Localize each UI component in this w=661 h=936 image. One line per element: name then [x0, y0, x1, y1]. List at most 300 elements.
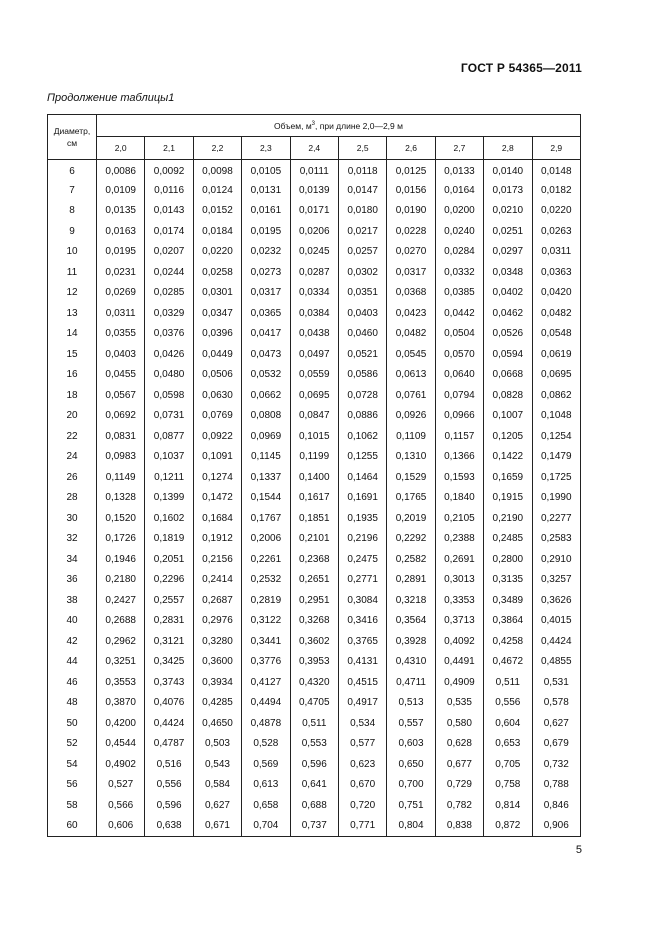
- volume-cell: 0,751: [387, 795, 435, 816]
- volume-cell: 0,1015: [290, 426, 338, 447]
- volume-cell: 0,658: [242, 795, 290, 816]
- volume-cell: 0,0363: [532, 262, 580, 283]
- volume-cell: 0,737: [290, 816, 338, 837]
- volume-cell: 0,0270: [387, 242, 435, 263]
- table-row: [48, 672, 581, 693]
- volume-cell: 0,0983: [97, 447, 145, 468]
- diameter-cell: 36: [48, 570, 97, 591]
- volume-cell: 0,0695: [290, 385, 338, 406]
- volume-cell: 0,3268: [290, 611, 338, 632]
- volume-cell: 0,534: [338, 713, 386, 734]
- length-header: 2,6: [387, 137, 435, 160]
- table-row: [48, 426, 581, 447]
- volume-cell: 0,0969: [242, 426, 290, 447]
- volume-cell: 0,1946: [97, 549, 145, 570]
- volume-cell: 0,0473: [242, 344, 290, 365]
- volume-cell: 0,906: [532, 816, 580, 837]
- diameter-cell: 8: [48, 201, 97, 222]
- volume-cell: 0,0640: [435, 365, 483, 386]
- volume-cell: 0,0131: [242, 180, 290, 201]
- volume-cell: 0,0922: [193, 426, 241, 447]
- volume-cell: 0,0140: [484, 160, 532, 181]
- table-row: [48, 447, 581, 468]
- table-row: [48, 385, 581, 406]
- volume-cell: 0,4515: [338, 672, 386, 693]
- volume-cell: 0,638: [145, 816, 193, 837]
- volume-cell: 0,2101: [290, 529, 338, 550]
- volume-cell: 0,650: [387, 754, 435, 775]
- table-row: [48, 508, 581, 529]
- volume-cell: 0,804: [387, 816, 435, 837]
- volume-cell: 0,782: [435, 795, 483, 816]
- volume-cell: 0,0269: [97, 283, 145, 304]
- volume-cell: 0,596: [290, 754, 338, 775]
- volume-cell: 0,584: [193, 775, 241, 796]
- volume-cell: 0,0567: [97, 385, 145, 406]
- table-row: [48, 570, 581, 591]
- volume-cell: 0,0244: [145, 262, 193, 283]
- volume-cell: 0,580: [435, 713, 483, 734]
- volume-cell: 0,1400: [290, 467, 338, 488]
- volume-cell: 0,1602: [145, 508, 193, 529]
- diameter-cell: 32: [48, 529, 97, 550]
- volume-cell: 0,0217: [338, 221, 386, 242]
- volume-cell: 0,1529: [387, 467, 435, 488]
- table-row: [48, 467, 581, 488]
- volume-cell: 0,0966: [435, 406, 483, 427]
- volume-cell: 0,557: [387, 713, 435, 734]
- volume-cell: 0,0182: [532, 180, 580, 201]
- volume-cell: 0,0384: [290, 303, 338, 324]
- volume-cell: 0,1274: [193, 467, 241, 488]
- volume-cell: 0,623: [338, 754, 386, 775]
- table-row: [48, 795, 581, 816]
- table-row: [48, 611, 581, 632]
- volume-cell: 0,4787: [145, 734, 193, 755]
- diameter-cell: 14: [48, 324, 97, 345]
- volume-cell: 0,2388: [435, 529, 483, 550]
- volume-cell: 0,0220: [193, 242, 241, 263]
- volume-cell: 0,1254: [532, 426, 580, 447]
- volume-cell: 0,0728: [338, 385, 386, 406]
- volume-cell: 0,0695: [532, 365, 580, 386]
- volume-cell: 0,0630: [193, 385, 241, 406]
- volume-cell: 0,0403: [338, 303, 386, 324]
- volume-cell: 0,0118: [338, 160, 386, 181]
- volume-cell: 0,1726: [97, 529, 145, 550]
- volume-cell: 0,0385: [435, 283, 483, 304]
- volume-cell: 0,3251: [97, 652, 145, 673]
- table-row: [48, 406, 581, 427]
- volume-cell: 0,1007: [484, 406, 532, 427]
- volume-cell: 0,0251: [484, 221, 532, 242]
- volume-cell: 0,0460: [338, 324, 386, 345]
- volume-cell: 0,0808: [242, 406, 290, 427]
- length-header: 2,5: [338, 137, 386, 160]
- volume-cell: 0,4258: [484, 631, 532, 652]
- diameter-cell: 11: [48, 262, 97, 283]
- volume-cell: 0,0368: [387, 283, 435, 304]
- volume-cell: 0,0586: [338, 365, 386, 386]
- volume-cell: 0,0135: [97, 201, 145, 222]
- volume-cell: 0,3353: [435, 590, 483, 611]
- volume-cell: 0,4494: [242, 693, 290, 714]
- table-row: [48, 344, 581, 365]
- volume-cell: 0,670: [338, 775, 386, 796]
- volume-cell: 0,2962: [97, 631, 145, 652]
- volume-cell: 0,4131: [338, 652, 386, 673]
- volume-cell: 0,0417: [242, 324, 290, 345]
- volume-cell: 0,0862: [532, 385, 580, 406]
- volume-cell: 0,0287: [290, 262, 338, 283]
- volume-cell: 0,0355: [97, 324, 145, 345]
- volume-cell: 0,679: [532, 734, 580, 755]
- volume-cell: 0,0109: [97, 180, 145, 201]
- volume-cell: 0,0731: [145, 406, 193, 427]
- volume-cell: 0,0598: [145, 385, 193, 406]
- volume-cell: 0,516: [145, 754, 193, 775]
- volume-cell: 0,0497: [290, 344, 338, 365]
- volume-cell: 0,1310: [387, 447, 435, 468]
- volume-header-sup: 3: [311, 120, 316, 127]
- table-row: [48, 549, 581, 570]
- volume-cell: 0,511: [290, 713, 338, 734]
- volume-cell: 0,0301: [193, 283, 241, 304]
- diameter-cell: 54: [48, 754, 97, 775]
- volume-cell: 0,688: [290, 795, 338, 816]
- volume-cell: 0,729: [435, 775, 483, 796]
- volume-cell: 0,0161: [242, 201, 290, 222]
- standard-code: ГОСТ Р 54365—2011: [460, 61, 582, 75]
- volume-cell: 0,3602: [290, 631, 338, 652]
- table-row: [48, 262, 581, 283]
- diameter-cell: 22: [48, 426, 97, 447]
- volume-cell: 0,3135: [484, 570, 532, 591]
- volume-cell: 0,0207: [145, 242, 193, 263]
- table-row: [48, 754, 581, 775]
- volume-cell: 0,511: [484, 672, 532, 693]
- volume-cell: 0,758: [484, 775, 532, 796]
- volume-cell: 0,0152: [193, 201, 241, 222]
- volume-cell: 0,4672: [484, 652, 532, 673]
- volume-cell: 0,653: [484, 734, 532, 755]
- volume-cell: 0,603: [387, 734, 435, 755]
- diameter-cell: 46: [48, 672, 97, 693]
- volume-cell: 0,0147: [338, 180, 386, 201]
- volume-cell: 0,0171: [290, 201, 338, 222]
- volume-cell: 0,0662: [242, 385, 290, 406]
- volume-cell: 0,2485: [484, 529, 532, 550]
- volume-cell: 0,0794: [435, 385, 483, 406]
- volume-cell: 0,0311: [97, 303, 145, 324]
- volume-cell: 0,3257: [532, 570, 580, 591]
- volume-cell: 0,2687: [193, 590, 241, 611]
- volume-cell: 0,0124: [193, 180, 241, 201]
- volume-cell: 0,2819: [242, 590, 290, 611]
- volume-cell: 0,2292: [387, 529, 435, 550]
- volume-cell: 0,543: [193, 754, 241, 775]
- diameter-cell: 16: [48, 365, 97, 386]
- volume-cell: 0,3776: [242, 652, 290, 673]
- volume-cell: 0,2427: [97, 590, 145, 611]
- table-row: [48, 590, 581, 611]
- diameter-cell: 52: [48, 734, 97, 755]
- volume-cell: 0,2800: [484, 549, 532, 570]
- volume-cell: 0,3864: [484, 611, 532, 632]
- volume-cell: 0,4320: [290, 672, 338, 693]
- page-number: 5: [575, 844, 582, 856]
- volume-cell: 0,0174: [145, 221, 193, 242]
- volume-cell: 0,569: [242, 754, 290, 775]
- volume-cell: 0,0200: [435, 201, 483, 222]
- volume-cell: 0,0423: [387, 303, 435, 324]
- volume-cell: 0,1691: [338, 488, 386, 509]
- volume-cell: 0,1048: [532, 406, 580, 427]
- volume-cell: 0,0442: [435, 303, 483, 324]
- volume-cell: 0,2557: [145, 590, 193, 611]
- volume-cell: 0,0245: [290, 242, 338, 263]
- volume-cell: 0,1819: [145, 529, 193, 550]
- volume-cell: 0,788: [532, 775, 580, 796]
- diameter-cell: 24: [48, 447, 97, 468]
- diameter-header-line1: Диаметр,: [53, 126, 91, 136]
- volume-cell: 0,732: [532, 754, 580, 775]
- volume-cell: 0,3953: [290, 652, 338, 673]
- volume-cell: 0,2019: [387, 508, 435, 529]
- volume-cell: 0,0521: [338, 344, 386, 365]
- volume-cell: 0,527: [97, 775, 145, 796]
- volume-cell: 0,535: [435, 693, 483, 714]
- volume-cell: 0,2831: [145, 611, 193, 632]
- volume-cell: 0,0504: [435, 324, 483, 345]
- volume-cell: 0,613: [242, 775, 290, 796]
- diameter-cell: 30: [48, 508, 97, 529]
- length-header: 2,2: [193, 137, 241, 160]
- volume-cell: 0,0180: [338, 201, 386, 222]
- volume-cell: 0,2582: [387, 549, 435, 570]
- volume-cell: 0,1205: [484, 426, 532, 447]
- volume-cell: 0,0426: [145, 344, 193, 365]
- volume-cell: 0,1840: [435, 488, 483, 509]
- volume-cell: 0,3713: [435, 611, 483, 632]
- volume-cell: 0,0570: [435, 344, 483, 365]
- diameter-cell: 26: [48, 467, 97, 488]
- volume-cell: 0,1145: [242, 447, 290, 468]
- volume-cell: 0,1399: [145, 488, 193, 509]
- volume-cell: 0,846: [532, 795, 580, 816]
- volume-cell: 0,0311: [532, 242, 580, 263]
- volume-cell: 0,0116: [145, 180, 193, 201]
- volume-cell: 0,628: [435, 734, 483, 755]
- diameter-cell: 6: [48, 160, 97, 181]
- volume-cell: 0,3084: [338, 590, 386, 611]
- volume-cell: 0,1037: [145, 447, 193, 468]
- volume-cell: 0,577: [338, 734, 386, 755]
- volume-header-prefix: Объем, м: [274, 120, 312, 131]
- diameter-cell: 28: [48, 488, 97, 509]
- volume-cell: 0,4310: [387, 652, 435, 673]
- volume-cell: 0,0438: [290, 324, 338, 345]
- volume-cell: 0,4092: [435, 631, 483, 652]
- volume-cell: 0,0402: [484, 283, 532, 304]
- volume-cell: 0,2532: [242, 570, 290, 591]
- volume-cell: 0,2414: [193, 570, 241, 591]
- volume-cell: 0,0228: [387, 221, 435, 242]
- volume-cell: 0,0143: [145, 201, 193, 222]
- volume-cell: 0,720: [338, 795, 386, 816]
- volume-cell: 0,0545: [387, 344, 435, 365]
- volume-cell: 0,0532: [242, 365, 290, 386]
- table-row: [48, 242, 581, 263]
- table-row: [48, 180, 581, 201]
- diameter-cell: 13: [48, 303, 97, 324]
- volume-cell: 0,4711: [387, 672, 435, 693]
- volume-cell: 0,1149: [97, 467, 145, 488]
- table-row: [48, 652, 581, 673]
- volume-cell: 0,3928: [387, 631, 435, 652]
- volume-cell: 0,1479: [532, 447, 580, 468]
- volume-cell: 0,4909: [435, 672, 483, 693]
- volume-cell: 0,872: [484, 816, 532, 837]
- volume-cell: 0,0297: [484, 242, 532, 263]
- volume-cell: 0,0348: [484, 262, 532, 283]
- table-row: [48, 324, 581, 345]
- table-row: [48, 775, 581, 796]
- volume-cell: 0,604: [484, 713, 532, 734]
- volume-cell: 0,677: [435, 754, 483, 775]
- volume-cell: 0,596: [145, 795, 193, 816]
- volume-cell: 0,4705: [290, 693, 338, 714]
- volume-cell: 0,0347: [193, 303, 241, 324]
- volume-cell: 0,2296: [145, 570, 193, 591]
- volume-cell: 0,0285: [145, 283, 193, 304]
- diameter-cell: 40: [48, 611, 97, 632]
- length-header: 2,7: [435, 137, 483, 160]
- volume-cell: 0,627: [193, 795, 241, 816]
- table-row: [48, 713, 581, 734]
- volume-cell: 0,2688: [97, 611, 145, 632]
- volume-cell: 0,2475: [338, 549, 386, 570]
- volume-cell: 0,0133: [435, 160, 483, 181]
- volume-cell: 0,700: [387, 775, 435, 796]
- volume-cell: 0,0092: [145, 160, 193, 181]
- volume-cell: 0,1765: [387, 488, 435, 509]
- table-body: [48, 160, 581, 837]
- volume-cell: 0,0284: [435, 242, 483, 263]
- volume-cell: 0,0332: [435, 262, 483, 283]
- volume-cell: 0,1472: [193, 488, 241, 509]
- volume-cell: 0,4855: [532, 652, 580, 673]
- volume-cell: 0,1091: [193, 447, 241, 468]
- volume-cell: 0,2583: [532, 529, 580, 550]
- volume-cell: 0,0086: [97, 160, 145, 181]
- volume-cell: 0,3280: [193, 631, 241, 652]
- length-header-row: [48, 137, 581, 160]
- volume-cell: 0,0376: [145, 324, 193, 345]
- table-row: [48, 283, 581, 304]
- volume-cell: 0,578: [532, 693, 580, 714]
- volume-cell: 0,3425: [145, 652, 193, 673]
- volume-cell: 0,0317: [387, 262, 435, 283]
- volume-cell: 0,4285: [193, 693, 241, 714]
- diameter-cell: 38: [48, 590, 97, 611]
- volume-cell: 0,553: [290, 734, 338, 755]
- diameter-cell: 48: [48, 693, 97, 714]
- diameter-cell: 42: [48, 631, 97, 652]
- volume-cell: 0,2951: [290, 590, 338, 611]
- volume-cell: 0,0184: [193, 221, 241, 242]
- volume-cell: 0,4076: [145, 693, 193, 714]
- volume-cell: 0,4544: [97, 734, 145, 755]
- volume-cell: 0,0263: [532, 221, 580, 242]
- table-header-row: [48, 115, 581, 137]
- volume-header: [97, 115, 581, 137]
- volume-cell: 0,671: [193, 816, 241, 837]
- diameter-cell: 10: [48, 242, 97, 263]
- volume-cell: 0,566: [97, 795, 145, 816]
- volume-cell: 0,3870: [97, 693, 145, 714]
- volume-cell: 0,4424: [145, 713, 193, 734]
- volume-cell: 0,0317: [242, 283, 290, 304]
- volume-cell: 0,2651: [290, 570, 338, 591]
- diameter-cell: 60: [48, 816, 97, 837]
- volume-cell: 0,4878: [242, 713, 290, 734]
- volume-cell: 0,0206: [290, 221, 338, 242]
- volume-cell: 0,556: [145, 775, 193, 796]
- volume-cell: 0,2105: [435, 508, 483, 529]
- volume-cell: 0,0139: [290, 180, 338, 201]
- volume-cell: 0,0190: [387, 201, 435, 222]
- volume-table: [47, 114, 581, 837]
- volume-cell: 0,0210: [484, 201, 532, 222]
- volume-cell: 0,4491: [435, 652, 483, 673]
- table-row: [48, 303, 581, 324]
- volume-cell: 0,0559: [290, 365, 338, 386]
- volume-cell: 0,513: [387, 693, 435, 714]
- volume-cell: 0,838: [435, 816, 483, 837]
- table-row: [48, 488, 581, 509]
- volume-cell: 0,1464: [338, 467, 386, 488]
- volume-cell: 0,0365: [242, 303, 290, 324]
- volume-cell: 0,0831: [97, 426, 145, 447]
- volume-cell: 0,0273: [242, 262, 290, 283]
- volume-cell: 0,2891: [387, 570, 435, 591]
- table-row: [48, 734, 581, 755]
- volume-cell: 0,2261: [242, 549, 290, 570]
- volume-cell: 0,4650: [193, 713, 241, 734]
- volume-cell: 0,2976: [193, 611, 241, 632]
- volume-cell: 0,1109: [387, 426, 435, 447]
- volume-cell: 0,1544: [242, 488, 290, 509]
- volume-cell: 0,1593: [435, 467, 483, 488]
- volume-cell: 0,531: [532, 672, 580, 693]
- volume-cell: 0,0220: [532, 201, 580, 222]
- volume-cell: 0,0232: [242, 242, 290, 263]
- volume-cell: 0,1912: [193, 529, 241, 550]
- volume-cell: 0,0449: [193, 344, 241, 365]
- volume-cell: 0,0403: [97, 344, 145, 365]
- volume-cell: 0,3564: [387, 611, 435, 632]
- volume-cell: 0,0877: [145, 426, 193, 447]
- volume-cell: 0,0156: [387, 180, 435, 201]
- diameter-header-line2: см: [66, 138, 78, 148]
- volume-cell: 0,627: [532, 713, 580, 734]
- volume-cell: 0,1199: [290, 447, 338, 468]
- volume-cell: 0,2190: [484, 508, 532, 529]
- volume-cell: 0,1062: [338, 426, 386, 447]
- volume-cell: 0,0351: [338, 283, 386, 304]
- volume-cell: 0,0548: [532, 324, 580, 345]
